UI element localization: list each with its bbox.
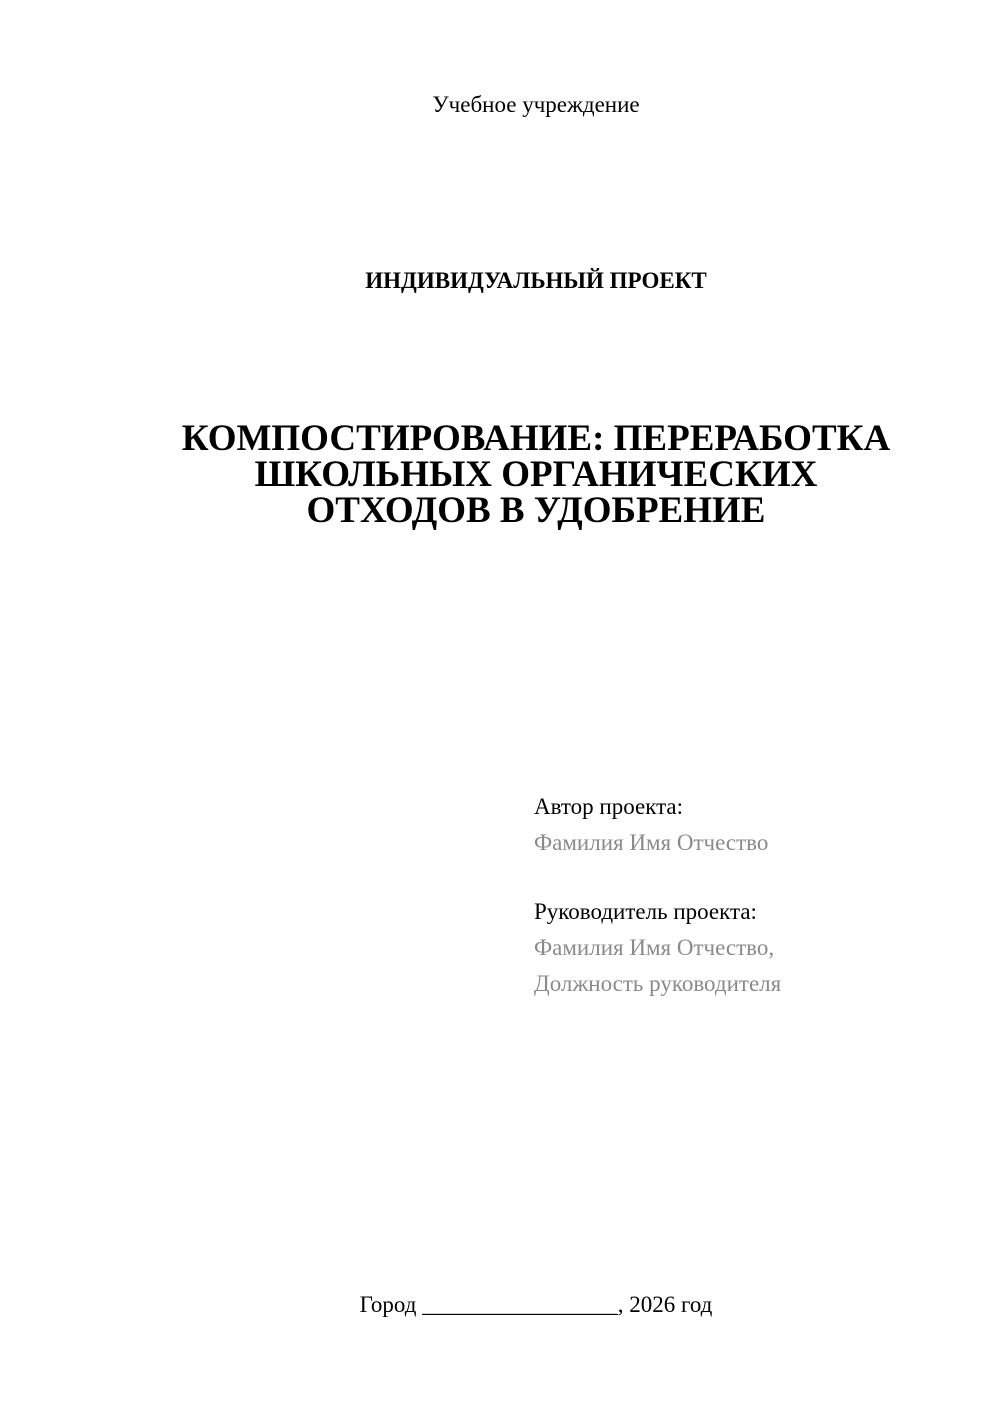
project-type-heading: ИНДИВИДУАЛЬНЫЙ ПРОЕКТ <box>365 268 707 293</box>
author-label: Автор проекта: <box>534 794 683 819</box>
supervisor-label: Руководитель проекта: <box>534 899 757 924</box>
institution-name: Учебное учреждение <box>432 92 640 117</box>
supervisor-name: Фамилия Имя Отчество, <box>534 935 775 960</box>
author-name: Фамилия Имя Отчество <box>534 830 769 855</box>
info-spacer <box>534 861 974 894</box>
project-info-block <box>534 789 974 1002</box>
city-year-footer: Город _________________, 2026 год <box>359 1292 713 1317</box>
project-title-line-1: КОМПОСТИРОВАНИЕ: ПЕРЕРАБОТКА <box>181 418 891 459</box>
supervisor-position: Должность руководителя <box>534 971 782 996</box>
project-title-line-2: ШКОЛЬНЫХ ОРГАНИЧЕСКИХ <box>254 454 818 495</box>
project-title-line-3: ОТХОДОВ В УДОБРЕНИЕ <box>306 490 766 531</box>
project-title <box>140 418 932 531</box>
